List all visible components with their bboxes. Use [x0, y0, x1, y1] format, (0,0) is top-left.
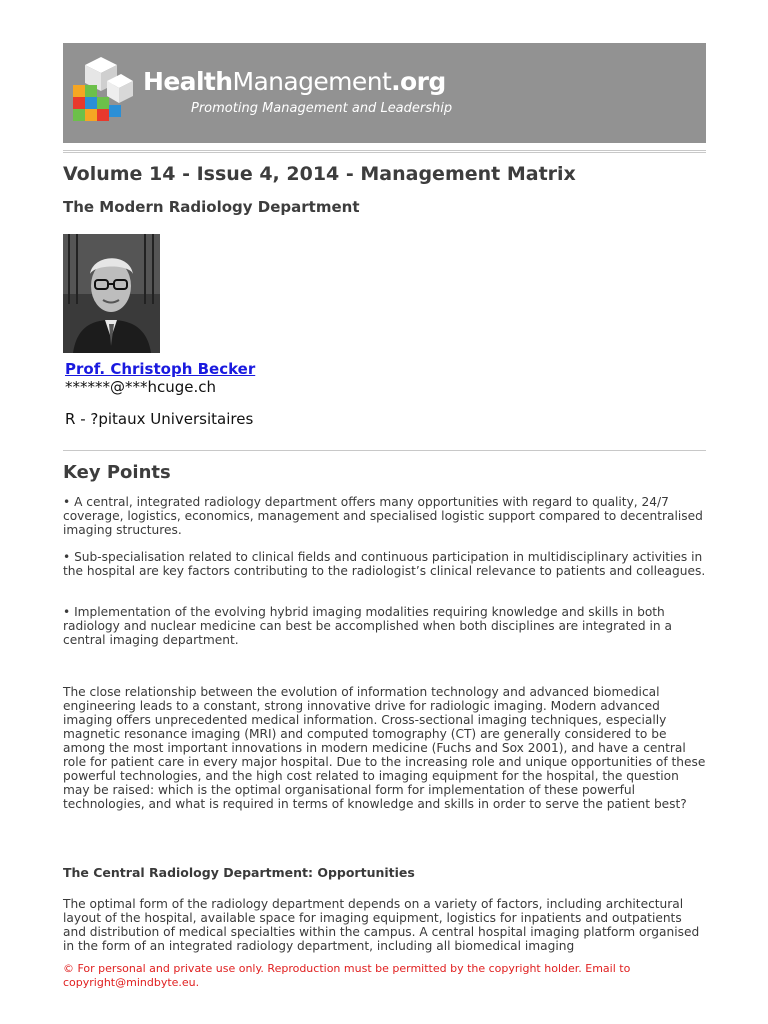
header-banner: [63, 43, 706, 143]
brand-management: Management: [232, 67, 392, 96]
article-title: The Modern Radiology Department: [63, 198, 360, 216]
key-points-heading: Key Points: [63, 462, 171, 483]
healthmanagement-logo-cubes-icon: [71, 55, 133, 127]
copyright-notice: © For personal and private use only. Reproduction must be permitted by the copyright holder. Email to copyright@mindbyte.eu.: [63, 962, 631, 989]
key-point-item: • Sub-specialisation related to clinical fields and continuous participation in multidisciplinary activities in the hospital are key factors contributing to the radiologist’s clinical relevance to patients and colleagues.: [63, 550, 706, 578]
key-point-item: • A central, integrated radiology department offers many opportunities with regard to quality, 24/7 coverage, logistics, economics, management and specialised logistic support compared to decentralised imaging structures.: [63, 495, 703, 537]
section-divider: [63, 450, 706, 451]
author-affiliation: R - ?pitaux Universitaires: [65, 410, 254, 428]
volume-title: Volume 14 - Issue 4, 2014 - Management Matrix: [63, 163, 576, 185]
author-photo: [63, 234, 160, 353]
intro-paragraph: The close relationship between the evolution of information technology and advanced biomedical engineering leads to a constant, strong innovative drive for radiologic imaging. Modern advanced imaging offers unprecedented medical information. Cross-sectional imaging techniques, especially magnetic resonance imaging (MRI) and computed tomography (CT) are generally considered to be among the most important innovations in modern medicine (Fuchs and Sox 2001), and have a central role for patient care in every major hospital. Due to the increasing role and unique opportunities of these powerful technologies, and the high cost related to imaging equipment for the hospital, the question may be raised: which is the optimal organisational form for implementation of these powerful technologies, and what is required in terms of knowledge and skills in order to serve the patient best?: [63, 685, 706, 811]
brand-tld: .org: [391, 67, 446, 96]
site-brand[interactable]: [143, 67, 446, 97]
author-name-link[interactable]: Prof. Christoph Becker: [65, 360, 256, 378]
header-divider: [63, 150, 706, 153]
brand-health: Health: [143, 67, 233, 96]
section-heading: The Central Radiology Department: Opportunities: [63, 865, 415, 880]
site-tagline: Promoting Management and Leadership: [191, 101, 453, 116]
key-point-item: • Implementation of the evolving hybrid imaging modalities requiring knowledge and skills in both radiology and nuclear medicine can best be accomplished when both disciplines are integrated in a central imaging department.: [63, 605, 672, 647]
section-paragraph: The optimal form of the radiology department depends on a variety of factors, including architectural layout of the hospital, available space for imaging equipment, logistics for inpatients and outpatients and distribution of medical specialties within the campus. A central hospital imaging platform organised in the form of an integrated radiology department, including all biomedical imaging: [63, 897, 700, 953]
author-email: ******@***hcuge.ch: [65, 378, 217, 396]
author-photo-image: [63, 234, 160, 353]
